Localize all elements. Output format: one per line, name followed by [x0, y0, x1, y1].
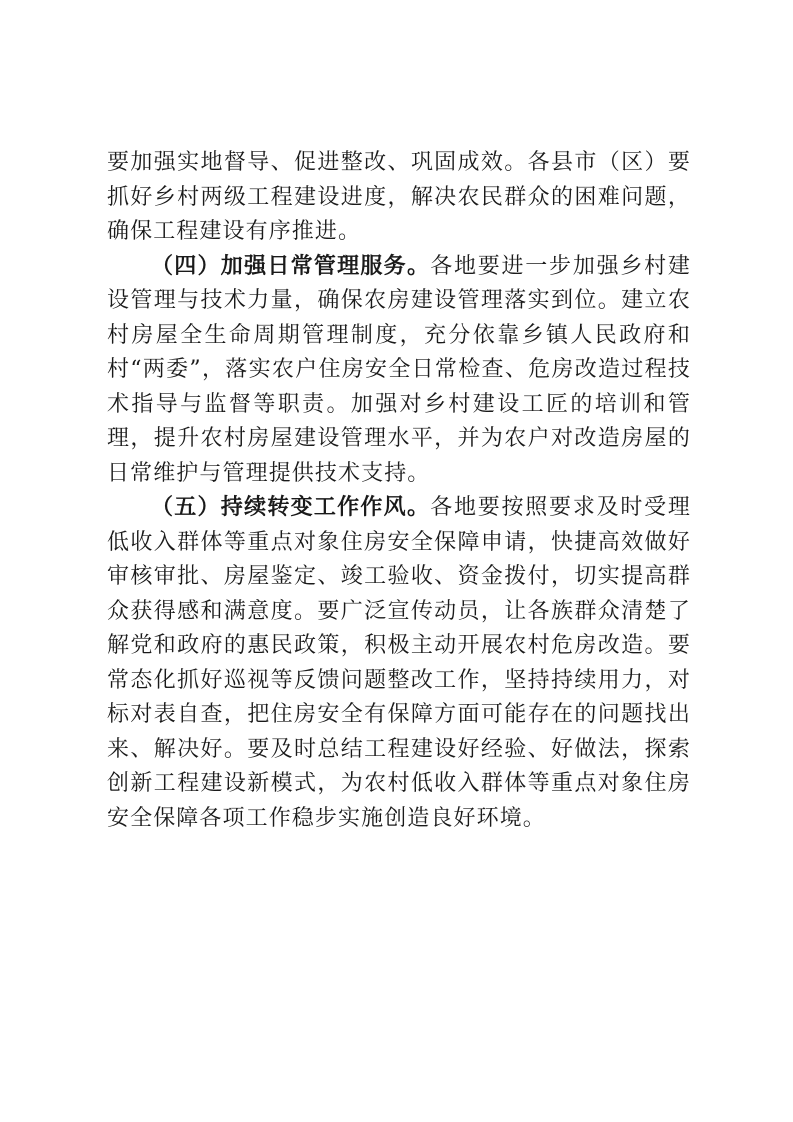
- paragraph-continuation: [107, 146, 691, 250]
- paragraph-section-five: [107, 491, 691, 836]
- paragraph-section-four: [107, 250, 691, 492]
- section-heading-five: （五）持续转变工作作风。: [151, 495, 431, 520]
- paragraph-text: 各地要按照要求及时受理低收入群体等重点对象住房安全保障申请，快捷高效做好审核审批、房屋鉴定、竣工验收、资金拨付，切实提高群众获得感和满意度。要广泛宣传动员，让各族群众清楚了解党和政府的惠民政策，积极主动开展农村危房改造。要常态化抓好巡视等反馈问题整改工作，坚持持续用力，对标对表自查，把住房安全有保障方面可能存在的问题找出来、解决好。要及时总结工程建设好经验、好做法，探索创新工程建设新模式，为农村低收入群体等重点对象住房安全保障各项工作稳步实施创造良好环境。: [107, 495, 691, 831]
- paragraph-text: 各地要进一步加强乡村建设管理与技术力量，确保农房建设管理落实到位。建立农村房屋全生命周期管理制度，充分依靠乡镇人民政府和村“两委”，落实农户住房安全日常检查、危房改造过程技术指导与监督等职责。加强对乡村建设工匠的培训和管理，提升农村房屋建设管理水平，并为农户对改造房屋的日常维护与管理提供技术支持。: [107, 253, 691, 486]
- paragraph-text: 要加强实地督导、促进整改、巩固成效。各县市（区）要抓好乡村两级工程建设进度，解决农民群众的困难问题，确保工程建设有序推进。: [107, 150, 691, 244]
- section-heading-four: （四）加强日常管理服务。: [151, 253, 431, 279]
- document-body: [107, 146, 691, 836]
